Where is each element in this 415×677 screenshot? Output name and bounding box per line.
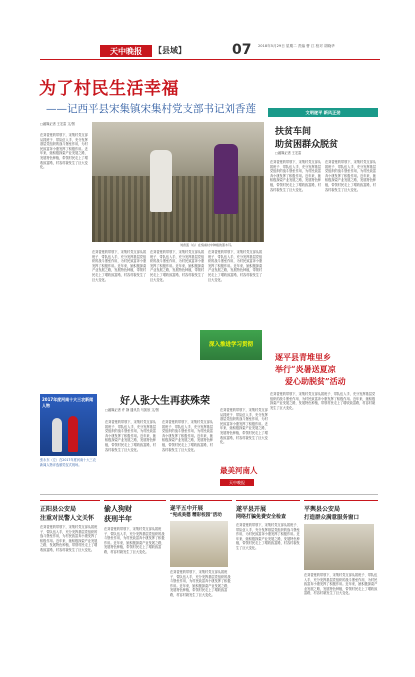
sidebar-banner: 文明遂平 新风正劲 [268, 108, 378, 117]
award-photo-caption: 张永东（左）在2017年度河南十大三农新闻人物评选颁奖仪式现场。 [40, 458, 96, 467]
lead-body-col1: 在刘香莲的带领下，宋集村党支部从抓班子、带队伍入手，充分发挥基层党组织的战斗堡垒作用，为村民致富奔小康发挥了积极作用。近年来，她积极探索产业发展之路，发展特色种植，带领村民走上了增收致富路，村容村貌发生了巨大变化。 [40, 133, 88, 170]
lead-photo [92, 122, 264, 242]
page-number: 07 [232, 42, 252, 58]
second-story-title: 好人张大生再获殊荣 [120, 396, 210, 407]
second-story-col1: 在刘香莲的带领下，宋集村党支部从抓班子、带队伍入手，充分发挥基层党组织的战斗堡垒作用，为村民致富奔小康发挥了积极作用。近年来，她积极探索产业发展之路，发展特色种植，带领村民走上了增收致富路，村容村貌发生了巨大变化。 [105, 420, 156, 452]
lead-body-col3: 在刘香莲的带领下，宋集村党支部从抓班子、带队伍入手，充分发挥基层党组织的战斗堡垒作用，为村民致富奔小康发挥了积极作用。近年来，她积极探索产业发展之路，发展特色种植，带领村民走上了增收致富路，村容村貌发生了巨大变化。 [150, 250, 205, 282]
sidebar-title-2: 助贫困群众脱贫 [275, 140, 339, 150]
sidebar-story2-title2: 举行“炎暑送夏凉 [275, 364, 336, 374]
bottom-card-4: 遂平县开展 网络打骗免费安全检查 在刘香莲的带领下，宋集村党支部从抓班子、带队伍入手，充分发挥基层党组织的战斗堡垒作用，为村民致富奔小康发挥了积极作用。近年来，她积极探索产业发展之路，发展特色种植，带领村民走上了增收致富路，村容村貌发生了巨大变化。 [236, 500, 300, 650]
sidebar-body-col2: 在刘香莲的带领下，宋集村党支部从抓班子、带队伍入手，充分发挥基层党组织的战斗堡垒作用，为村民致富奔小康发挥了积极作用。近年来，她积极探索产业发展之路，发展特色种植，带领村民走上了增收致富路，村容村貌发生了巨大变化。 [325, 160, 376, 192]
promo-text: 最美河南人 [220, 466, 258, 475]
second-story-col3: 在刘香莲的带领下，宋集村党支部从抓班子、带队伍入手，充分发挥基层党组织的战斗堡垒作用，为村民致富奔小康发挥了积极作用。近年来，她积极探索产业发展之路，发展特色种植，带领村民走上了增收致富路，村容村貌发生了巨大变化。 [220, 408, 268, 445]
sidebar-story2-body: 在刘香莲的带领下，宋集村党支部从抓班子、带队伍入手，充分发挥基层党组织的战斗堡垒作用，为村民致富奔小康发挥了积极作用。近年来，她积极探索产业发展之路，发展特色种植，带领村民走上了增收致富路，村容村貌发生了巨大变化。 [270, 392, 376, 410]
promo-block [220, 465, 266, 489]
school-photo [170, 521, 228, 567]
sidebar-story2-title3: 爱心助脱贫”活动 [285, 376, 346, 386]
promo-sub: 天中晚报 [220, 479, 254, 486]
header-divider [40, 59, 380, 60]
sidebar-story2-title1: 逐平县青堆里乡 [275, 352, 331, 362]
bottom-card-2: 偷人狗财 获刑半年 在刘香莲的带领下，宋集村党支部从抓班子、带队伍入手，充分发挥基层党组织的战斗堡垒作用，为村民致富奔小康发挥了积极作用。近年来，她积极探索产业发展之路，发展特色种植，带领村民走上了增收致富路，村容村貌发生了巨大变化。 [104, 500, 166, 650]
lead-subheadline: ——记西平县宋集镇宋集村党支部书记刘香莲 [46, 103, 256, 115]
lead-body-col4: 在刘香莲的带领下，宋集村党支部从抓班子、带队伍入手，充分发挥基层党组织的战斗堡垒作用，为村民致富奔小康发挥了积极作用。近年来，她积极探索产业发展之路，发展特色种植，带领村民走上了增收致富路，村容村貌发生了巨大变化。 [208, 250, 263, 282]
award-photo: 2017年度河南十大三农新闻人物 [40, 394, 97, 456]
lead-photo-caption: 刘香莲（右）在察看村中种植的黑木耳。 [180, 243, 235, 247]
sidebar-byline: □融媒记者 王宏雷 [275, 151, 302, 155]
second-story-byline: □融媒记者 许 静 通讯员 马凯欣 文/图 [105, 408, 159, 412]
man-figure [150, 150, 172, 212]
woman-figure [214, 144, 238, 214]
green-ad-banner: 深入推进学习贯彻 [200, 330, 262, 360]
issue-info: 2018年5月29日 星期二 责编 曹 江 校对 胡晓华 [258, 44, 335, 48]
bottom-card-3: 遂平五中开展 “宪成美德 精彩校园”活动 在刘香莲的带领下，宋集村党支部从抓班子、带队伍入手，充分发挥基层党组织的战斗堡垒作用，为村民致富奔小康发挥了积极作用。近年来，她积极探索产业发展之路，发展特色种植，带领村民走上了增收致富路，村容村貌发生了巨大变化。 [170, 500, 232, 650]
sidebar-title-1: 扶贫车间 [275, 127, 312, 137]
second-story-col2: 在刘香莲的带领下，宋集村党支部从抓班子、带队伍入手，充分发挥基层党组织的战斗堡垒作用，为村民致富奔小康发挥了积极作用。近年来，她积极探索产业发展之路，发展特色种植，带领村民走上了增收致富路，村容村貌发生了巨大变化。 [162, 420, 213, 452]
lead-body-col2: 在刘香莲的带领下，宋集村党支部从抓班子、带队伍入手，充分发挥基层党组织的战斗堡垒作用，为村民致富奔小康发挥了积极作用。近年来，她积极探索产业发展之路，发展特色种植，带领村民走上了增收致富路，村容村貌发生了巨大变化。 [92, 250, 147, 282]
bottom-card-5: 平舆县公安局 打造群众满意服务窗口 在刘香莲的带领下，宋集村党支部从抓班子、带队伍入手，充分发挥基层党组织的战斗堡垒作用，为村民致富奔小康发挥了积极作用。近年来，她积极探索产业发展之路，发展特色种植，带领村民走上了增收致富路，村容村貌发生了巨大变化。 [304, 500, 378, 650]
lead-byline: □融媒记者 王宏雷 文/图 [40, 122, 75, 126]
bottom-card-1: 正阳县公安局 注重对民警人文关怀 在刘香莲的带领下，宋集村党支部从抓班子、带队伍入手，充分发挥基层党组织的战斗堡垒作用，为村民致富奔小康发挥了积极作用。近年来，她积极探索产业发展之路，发展特色种植，带领村民走上了增收致富路，村容村貌发生了巨大变化。 [40, 500, 100, 650]
sidebar-body-col1: 在刘香莲的带领下，宋集村党支部从抓班子、带队伍入手，充分发挥基层党组织的战斗堡垒作用，为村民致富奔小康发挥了积极作用。近年来，她积极探索产业发展之路，发展特色种植，带领村民走上了增收致富路，村容村貌发生了巨大变化。 [270, 160, 321, 192]
section-name: 【县域】 [154, 46, 186, 55]
newspaper-logo: 天中晚报 [100, 45, 152, 57]
lead-headline: 为了村民生活幸福 [39, 79, 179, 99]
police-photo [304, 524, 374, 570]
bottom-divider [40, 494, 378, 495]
